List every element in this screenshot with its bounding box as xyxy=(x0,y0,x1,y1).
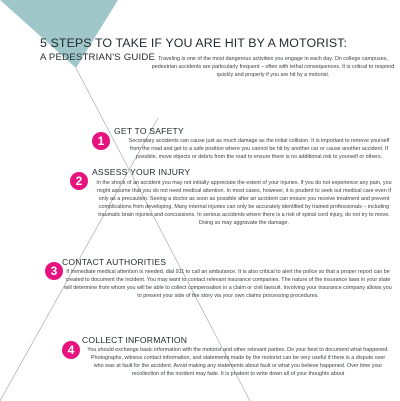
step-4-heading: COLLECT INFORMATION xyxy=(82,335,188,345)
step-1-heading: GET TO SAFETY xyxy=(114,126,184,136)
step-4-number-badge: 4 xyxy=(62,341,80,359)
step-4-body: You should exchange basic information with the motorist and other relevant parties. Do your best to document what happened. Photographs, witness contact information, and statements made by the motorist can be very useful if there is a dispute over who was at fault for the accident. Avoid making any statements about fault or what you believe happened. Over time your recollection of the incident may fade. It is prudent to write down all of your thoughts about xyxy=(87,347,389,377)
page-subtitle: A PEDESTRIAN'S GUIDE xyxy=(40,52,156,63)
step-2-heading: ASSESS YOUR INJURY xyxy=(92,167,191,177)
page-title: 5 STEPS TO TAKE IF YOU ARE HIT BY A MOTORIST: xyxy=(40,36,348,50)
step-3-body: If immediate medical attention is needed, dial 911 to call an ambulance. It is also critical to alert the police so that a proper report can be created to document the incident. You may want to contact relevant insurance companies. The nature of the insurance laws in your state will determine from whom you will be able to collect compensation in a claim or civil lawsuit. Involving your insurance company allows you to present your side of the story via your own claims processing procedures. xyxy=(64,269,392,299)
step-3-number-badge: 3 xyxy=(45,262,63,280)
step-1-number-badge: 1 xyxy=(92,132,110,150)
step-2-body: In the shock of an accident you may not initially appreciate the extent of your injuries. If you do not experience any pain, you might assume that you do not need medical attention. In most cases, however, it is prudent to seek out medical care even if only as a precaution. Seeing a doctor as soon as possible after an accident can ensure you receive treatment and prevent complications from developing. Many internal injuries can only be accurately identified by trained professionals – including traumatic brain injuries and concussions. In serious accidents where there is a risk of spinal cord injury, do not try to move. Doing so may aggravate the damage. xyxy=(96,180,392,226)
intro-paragraph: Traveling is one of the most dangerous activities you engage in each day. On college campuses, pedestrian accidents are particularly frequent – often with lethal consequences. It is critical to respond quickly and properly if you are hit by a motorist. xyxy=(151,56,395,78)
step-1-body: Secondary accidents can cause just as much damage as the initial collision. It is important to remove yourself from the road and get to a safe position where you cannot be hit by another car or cause another accident. If possible, move objects or debris from the road to ensure there is no additional risk to yourself or others. xyxy=(128,138,390,160)
step-3-heading: CONTACT AUTHORITIES xyxy=(62,257,167,267)
step-2-number-badge: 2 xyxy=(70,172,88,190)
